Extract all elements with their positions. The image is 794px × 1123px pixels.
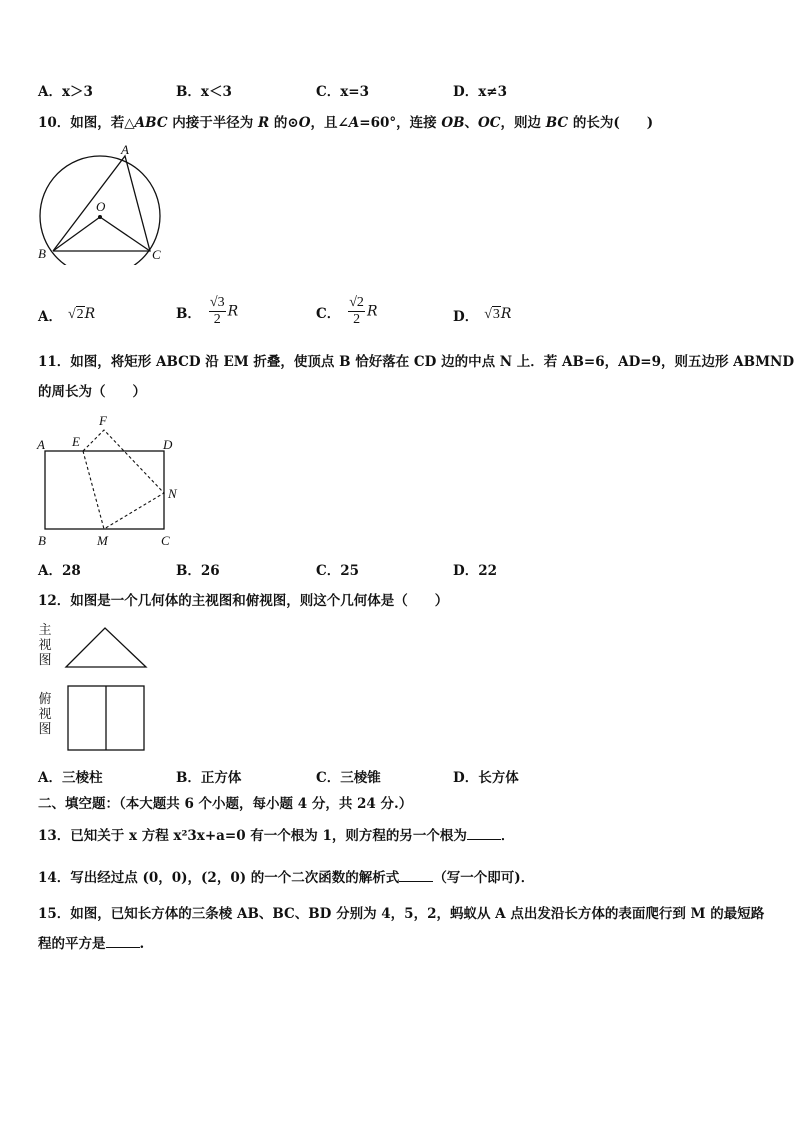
q9-option-b: B．x＜3 [176, 84, 232, 100]
q13-answer-blank[interactable] [467, 827, 501, 840]
q10-stem: 10．如图，若△ABC 内接于半径为 R 的⊙O，且∠A=60°，连接 OB、OC，则边 BC 的长为( ) [38, 115, 654, 131]
q11-option-c: C．25 [316, 563, 360, 579]
q10-option-d: D． √3R [453, 306, 512, 325]
q10-label-a: A [121, 142, 129, 157]
q10-label-o: O [96, 199, 106, 214]
q11-option-b: B．26 [176, 563, 220, 579]
q12-option-d: D．长方体 [453, 770, 519, 786]
q12-stem: 12．如图是一个几何体的主视图和俯视图，则这个几何体是（ ） [38, 593, 449, 609]
q12-top-view-label: 俯 视 图 [38, 692, 52, 737]
q11-option-a: A．28 [38, 563, 81, 579]
q11-label-b: B [38, 533, 46, 548]
q11-stem-line1: 11．如图，将矩形 ABCD 沿 EM 折叠，使顶点 B 恰好落在 CD 边的中点 N 上．若 AB=6，AD=9，则五边形 ABMND [38, 354, 794, 370]
q11-option-d: D．22 [453, 563, 497, 579]
q14-answer-blank[interactable] [399, 869, 433, 882]
q15-answer-blank[interactable] [106, 935, 140, 948]
q15-stem-line2: 程的平方是 . [38, 936, 145, 952]
q10-label-b: B [38, 246, 46, 261]
q12-front-view-triangle [62, 625, 150, 675]
q11-label-a: A [37, 437, 45, 452]
q12-top-view-rectangle [64, 683, 148, 757]
q12-option-a: A．三棱柱 [38, 770, 103, 786]
q11-label-m: M [97, 533, 108, 548]
q11-stem-line2: 的周长为（ ） [38, 384, 146, 400]
q11-label-f: F [99, 413, 107, 428]
q12-option-c: C．三棱锥 [316, 770, 381, 786]
q11-label-c: C [161, 533, 170, 548]
section-fill-in-heading: 二、填空题：（本大题共 6 个小题，每小题 4 分，共 24 分.） [38, 796, 413, 812]
q11-rectangle-figure [34, 410, 194, 554]
q13-stem: 13．已知关于 x 方程 x²3x+a=0 有一个根为 1，则方程的另一个根为 ． [38, 828, 515, 844]
q15-stem-line1: 15．如图，已知长方体的三条棱 AB、BC、BD 分别为 4，5，2，蚂蚁从 A 点出发沿长方体的表面爬行到 M 的最短路 [38, 906, 765, 922]
q14-stem: 14．写出经过点 (0，0)，(2，0) 的一个二次函数的解析式 （写一个即可)． [38, 870, 535, 886]
q9-option-c: C．x=3 [316, 84, 369, 100]
q12-option-b: B．正方体 [176, 770, 242, 786]
q10-option-c: C． $\frac{√2}{2}$ R [316, 295, 378, 327]
q9-option-d: D．x≠3 [453, 84, 507, 100]
q10-label-c: C [152, 247, 161, 262]
q9-option-a: A．x＞3 [38, 84, 93, 100]
q10-circle-figure [34, 140, 174, 269]
q11-label-d: D [163, 437, 173, 452]
q11-label-n: N [168, 486, 177, 501]
q10-option-b: B． $\frac{√3}{2}$ R [176, 295, 239, 327]
q10-option-a: A． √2R [38, 306, 96, 325]
q12-front-view-label: 主 视 图 [38, 623, 52, 668]
q11-label-e: E [72, 434, 80, 449]
